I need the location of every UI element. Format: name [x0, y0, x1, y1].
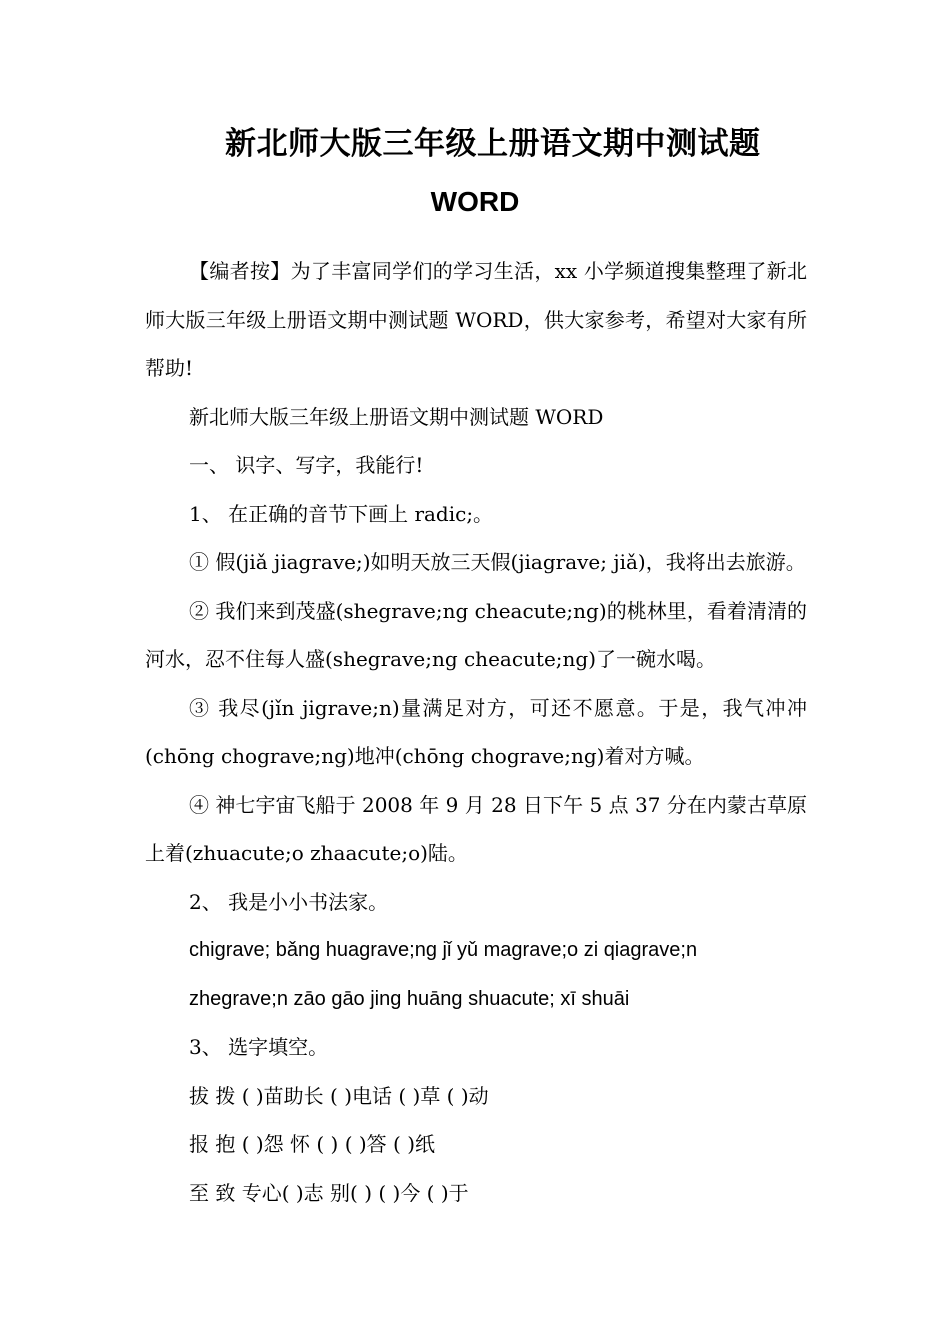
fill-in-line: 报 抱 ( )怨 怀 ( ) ( )答 ( )纸	[189, 1132, 435, 1156]
document-title: 新北师大版三年级上册语文期中测试题	[225, 126, 761, 162]
fill-in-line: 至 致 专心( )志 别( ) ( )今 ( )于	[189, 1180, 469, 1205]
part-heading: 一、 识字、写字，我能行!	[189, 453, 424, 477]
section-heading: 新北师大版三年级上册语文期中测试题 WORD	[189, 404, 604, 429]
question-heading: 3、 选字填空。	[189, 1035, 329, 1059]
pinyin-line: zhegrave;n zāo gāo jing huāng shuacute; xī shuāi	[189, 987, 630, 1010]
editor-note-paragraph: 【编者按】为了丰富同学们的学习生活，xx 小学频道搜集整理了新北师大版三年级上册语文期中测试题 WORD，供大家参考，希望对大家有所帮助!	[145, 259, 807, 380]
question-item: ③ 我尽(jǐn jigrave;n)量满足对方，可还不愿意。于是，我气冲冲(chōng chograve;ng)地冲(chōng chograve;ng)着对方喊。	[145, 695, 807, 768]
pinyin-line: chigrave; bǎng huagrave;ng jǐ yǔ magrave;o zi qiagrave;n	[189, 939, 698, 961]
question-heading: 1、 在正确的音节下画上 radic;。	[189, 501, 494, 526]
question-heading: 2、 我是小小书法家。	[189, 889, 389, 914]
document-subtitle: WORD	[430, 186, 520, 217]
fill-in-line: 拔 拨 ( )苗助长 ( )电话 ( )草 ( )动	[189, 1083, 489, 1108]
question-item: ② 我们来到茂盛(shegrave;ng cheacute;ng)的桃林里，看着清清的河水，忍不住每人盛(shegrave;ng cheacute;ng)了一碗水喝。	[145, 598, 807, 671]
question-item: ④ 神七宇宙飞船于 2008 年 9 月 28 日下午 5 点 37 分在内蒙古草原上着(zhuacute;o zhaacute;o)陆。	[145, 792, 807, 865]
question-item: ① 假(jiǎ jiagrave;)如明天放三天假(jiagrave; jiǎ)，我将出去旅游。	[189, 550, 806, 574]
document-body	[145, 247, 807, 1217]
